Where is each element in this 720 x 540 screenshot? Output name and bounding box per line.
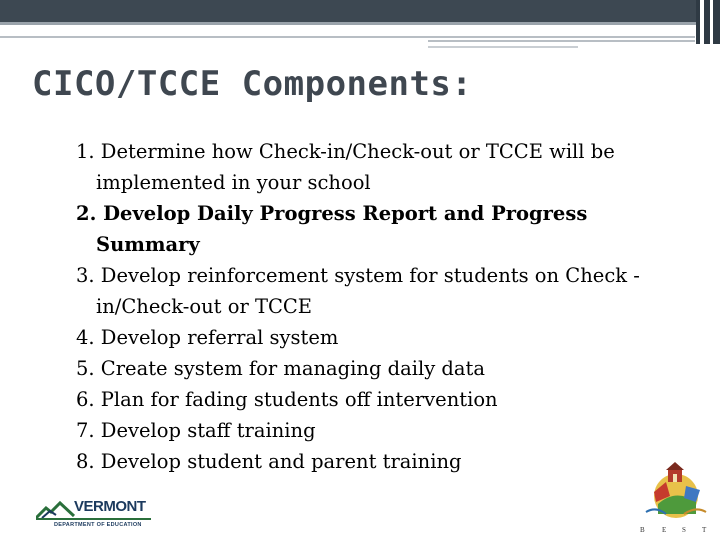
list-item: 4. Develop referral system <box>76 326 339 349</box>
vermont-department: DEPARTMENT OF EDUCATION <box>54 522 142 528</box>
vermont-logo <box>36 498 151 532</box>
list-item: 1. Determine how Check-in/Check-out or TCCE will be implemented in your school <box>76 140 615 194</box>
list-item: 5. Create system for managing daily data <box>76 357 485 380</box>
best-logo <box>636 462 712 538</box>
logo-letter: T <box>702 526 707 534</box>
divider-rule <box>0 36 695 38</box>
logo-letter: E <box>662 526 667 534</box>
list-item: 7. Develop staff training <box>76 419 316 442</box>
list-item: 6. Plan for fading students off intervention <box>76 388 498 411</box>
list-item: 2. Develop Daily Progress Report and Progress Summary <box>76 202 588 256</box>
logo-letter: S <box>682 526 686 534</box>
top-accent-bar <box>0 0 700 22</box>
slide-title: CICO/TCCE Components: <box>32 64 473 104</box>
top-accent-line <box>0 22 700 25</box>
divider-rule <box>428 40 695 42</box>
components-list <box>76 136 676 477</box>
list-item: 3. Develop reinforcement system for students on Check -in/Check-out or TCCE <box>76 264 640 318</box>
vermont-mountain-logo-icon <box>36 498 76 520</box>
vermont-word: VERMONT <box>74 498 146 515</box>
corner-stripes <box>696 0 720 44</box>
vermont-underline <box>36 518 151 520</box>
schoolhouse-globe-logo-icon <box>636 462 712 524</box>
list-item: 8. Develop student and parent training <box>76 450 462 473</box>
logo-letter: B <box>640 526 645 534</box>
divider-rule <box>428 46 578 48</box>
